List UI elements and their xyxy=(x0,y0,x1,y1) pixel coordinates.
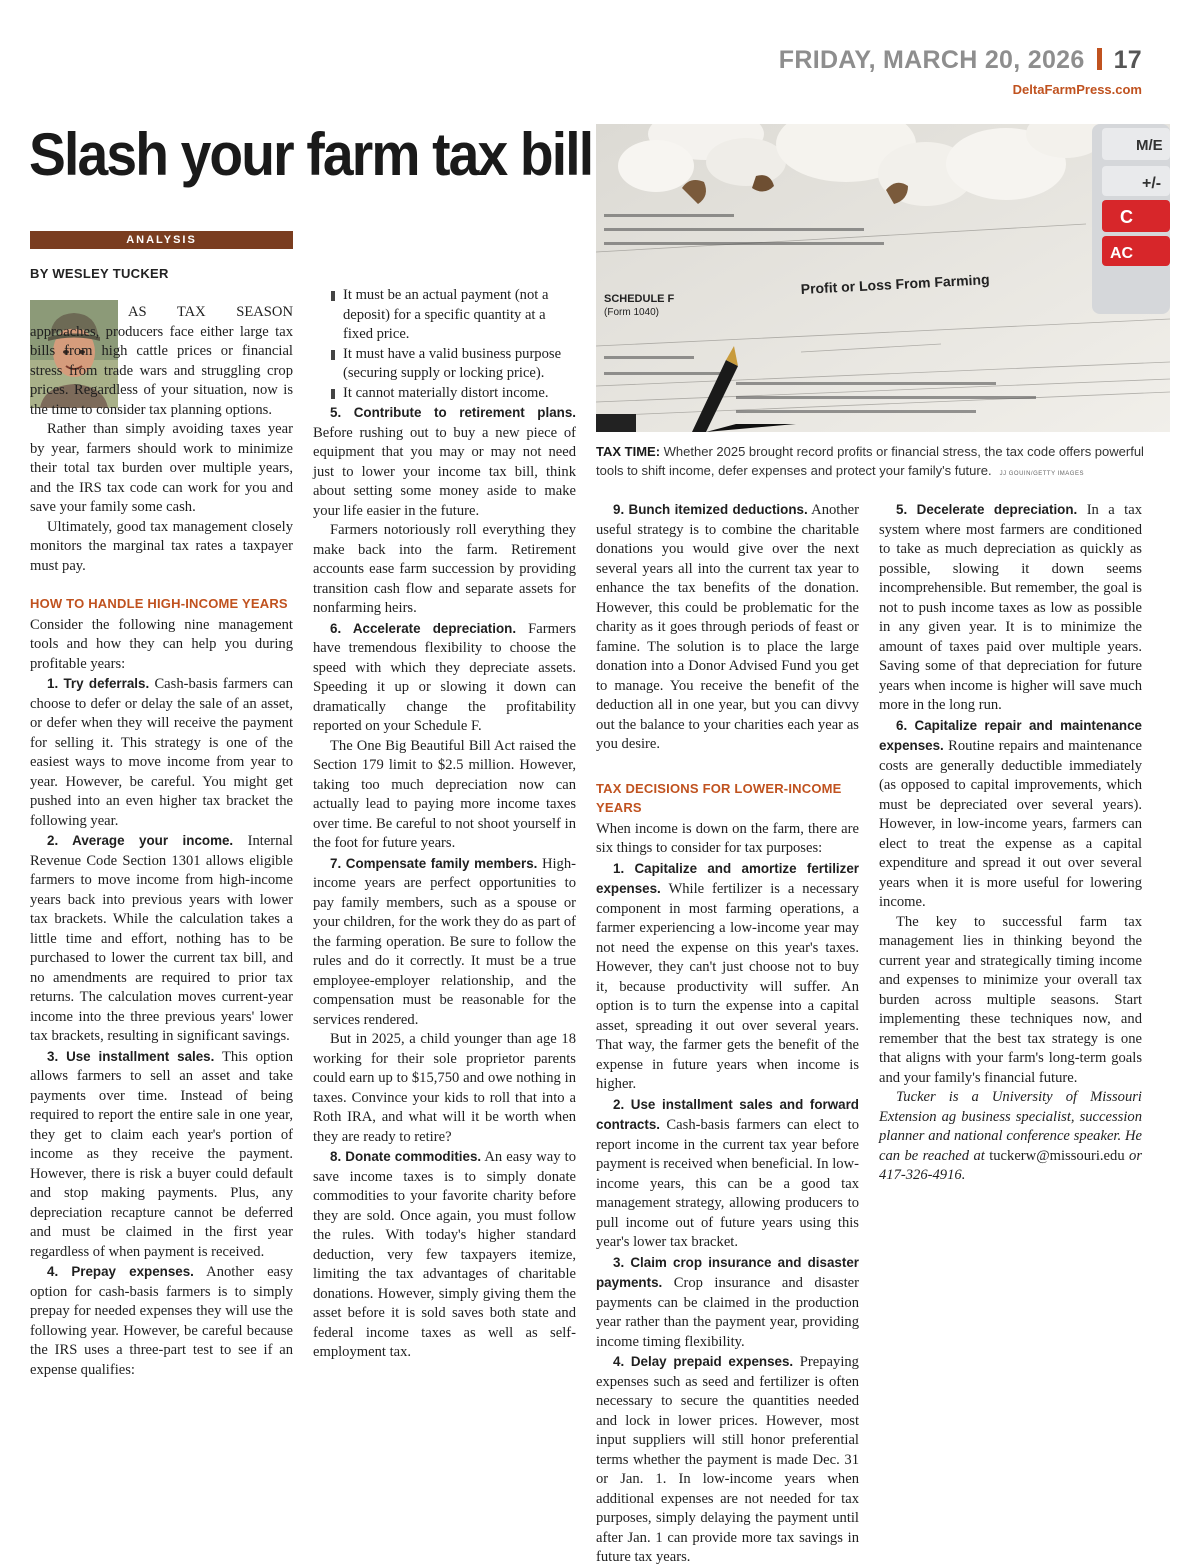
list-item xyxy=(30,1047,293,1263)
issue-date: FRIDAY, MARCH 20, 2026 xyxy=(778,46,1085,74)
bio-text: Tucker is a University of Missouri Extension ag business specialist, succession planner and national conference speaker. He can be reached at xyxy=(879,1089,1142,1164)
list-item xyxy=(30,1262,293,1380)
list-item xyxy=(596,1095,859,1253)
byline: BY WESLEY TUCKER xyxy=(30,266,169,281)
bio-phone: 417-326-4916. xyxy=(879,1167,966,1183)
form-title: Profit or Loss From Farming xyxy=(800,271,990,297)
list-item xyxy=(313,1147,576,1363)
item-text: Another easy option for cash-basis farmers is to simply prepay for needed expenses they will use the following year. However, be careful because the IRS uses a three-part test to see if an expense qualifies: xyxy=(30,1264,293,1378)
item-lead: 9. Bunch itemized deductions. xyxy=(613,502,808,517)
calc-key-ac: AC xyxy=(1110,245,1134,262)
list-item xyxy=(596,1352,859,1568)
list-item xyxy=(313,619,576,737)
list-item xyxy=(596,1253,859,1353)
calc-key-plusminus: +/- xyxy=(1142,175,1162,192)
calculator-icon xyxy=(1092,124,1170,314)
item-text: Farmers have tremendous flexibility to choose the speed with which they depreciate assets. Speeding it up or slowing it down can dramatically change the profitability reported on your Schedule F. xyxy=(313,620,576,734)
subhead-low-income: TAX DECISIONS FOR LOWER-INCOME YEARS xyxy=(596,780,842,815)
item-text: Another useful strategy is to combine the charitable donations you would give over the next several years all into the current tax year to enhance the tax benefits of the donation. However, this could be problematic for the charity as it goes through periods of feast or famine. The solution is to place the large donation into a Donor Advised Fund you get to manage. You receive the benefit of the deduction all in one year, but you can divvy out the balance to your charities each year as you desire. xyxy=(596,502,859,752)
item-lead: 6. Accelerate depreciation. xyxy=(330,620,517,636)
item-text: Internal Revenue Code Section 1301 allows eligible farmers to move income from high-income years back into previous years with lower tax brackets. While the calculation takes a little time and effort, nothing has to be purchased to lower the current tax bill, and no amendments are required to prior tax returns. The calculation moves current-year income into the three previous years' lower tax brackets, resulting in significant savings. xyxy=(30,833,293,1044)
item-lead: 1. Capitalize and amortize fertilizer expenses. xyxy=(596,860,859,896)
hero-photo xyxy=(596,124,1170,432)
list-item xyxy=(596,500,859,755)
item-text: Routine repairs and maintenance costs are generally deductible immediately (as opposed to capital improvements, which must be depreciated over several years). However, in low-income years, farmers can elect to treat the expense as a capital expenditure and spread it out over several years when it is more useful for lowering income. xyxy=(879,738,1142,910)
bullet-item: It must have a valid business purpose (securing supply or locking price). xyxy=(331,345,576,384)
calc-key-c: C xyxy=(1120,207,1133,227)
item-text: An easy way to save income taxes is to simply donate commodities to your favorite charity before they are sold. Once again, you must follow the rules. With today's higher standard deduction, very few taxpayers itemize, limiting the tax advantages of charitable donations. However, simply giving them the asset before it is sold saves both state and federal income taxes as well as self-employment tax. xyxy=(313,1149,576,1360)
divider-bar xyxy=(1097,48,1102,70)
item-text: Cash-basis farmers can choose to defer or delay the sale of an asset, or defer when they will receive the payment for selling it. This strategy is one of the easiest ways to move income from year to year. However, be careful. You might get pushed into an even higher tax bracket the following year. xyxy=(30,676,293,829)
bio-email[interactable]: tuckerw@missouri.edu xyxy=(989,1147,1125,1164)
item-lead: 6. Capitalize repair and maintenance expenses. xyxy=(879,717,1142,753)
paragraph: Consider the following nine management tools and how they can help you during profitable years: xyxy=(30,616,293,672)
site-link[interactable]: DeltaFarmPress.com xyxy=(1012,82,1142,97)
paragraph: The One Big Beautiful Bill Act raised the Section 179 limit to $2.5 million. However, taking too much depreciation now can actually lead to paying more income taxes over time. Be careful to not shoot yourself in the foot for future years. xyxy=(313,737,576,851)
paragraph: Ultimately, good tax management closely monitors the marginal tax rates a taxpayer must pay. xyxy=(30,518,293,574)
section-tag: ANALYSIS xyxy=(30,231,293,249)
photo-credit: JJ GOUIN/GETTY IMAGES xyxy=(999,471,1084,477)
item-lead: 3. Use installment sales. xyxy=(47,1048,215,1064)
paragraph: When income is down on the farm, there are six things to consider for tax purposes: xyxy=(596,820,859,856)
intro-text: AS TAX SEASON approaches, producers face either large tax bills from high cattle prices or financial stress from trade wars and struggling crop prices. Regardless of your situation, now is the time to consider tax planning options. xyxy=(30,304,293,418)
item-lead: 3. Claim crop insurance and disaster payments. xyxy=(596,1254,859,1290)
paragraph: But in 2025, a child younger than age 18 working for their sole proprietor parents could earn up to $15,750 and owe nothing in taxes. Convince your kids to roll that into a Roth IRA, and what will it be worth when they are ready to retire? xyxy=(313,1031,576,1145)
subhead-high-income: HOW TO HANDLE HIGH-INCOME YEARS xyxy=(30,596,288,611)
list-item xyxy=(879,716,1142,913)
headline: Slash your farm tax bill xyxy=(29,121,593,188)
item-lead: 4. Delay prepaid expenses. xyxy=(613,1354,794,1369)
item-lead: 7. Compensate family members. xyxy=(330,855,538,871)
item-lead: 2. Use installment sales and forward contracts. xyxy=(596,1096,859,1132)
item-text: While fertilizer is a necessary component in most farming operations, a farmer experiencing a low-income year may not need the expense on this year's taxes. However, they can't just choose not to buy it, because productivity will suffer. An option is to turn the expense into a capital asset, spreading it out over several years. That way, the farmer gets the benefit of the expense in future years when income is higher. xyxy=(596,881,859,1092)
author-bio xyxy=(879,1088,1142,1186)
column-3 xyxy=(596,500,859,1568)
list-item xyxy=(313,854,576,1031)
calc-key-me: M/E xyxy=(1136,137,1163,154)
paragraph: Farmers notoriously roll everything they make back into the farm. Retirement accounts ease farm succession by providing transition cash flow and separate assets for nonfarming heirs. xyxy=(313,522,576,616)
form-number: (Form 1040) xyxy=(604,307,660,318)
item-text: Before rushing out to buy a new piece of equipment that you may or may not need just to lower your income tax bill, think about setting some money aside to make your life easier in the future. xyxy=(313,424,576,519)
item-text: This option allows farmers to sell an asset and take payments over time. Instead of being required to report the entire sale in one year, they get to claim each year's portion of income as they receive the payment. However, there is risk a buyer could default and stop making payments. Plus, any depreciation recapture cannot be deferred and must be claimed in the first year regardless of when payment is received. xyxy=(30,1048,294,1260)
item-lead: 2. Average your income. xyxy=(47,833,234,848)
list-item xyxy=(30,831,293,1047)
list-item xyxy=(313,403,576,521)
item-text: In a tax system where most farmers are conditioned to take as much depreciation as quickly as possible, slowing it down seems incomprehensible. But remember, the goal is not to push income taxes as low as possible in any given year. It is to minimize the amount of taxes paid over multiple years. Saving some of that depreciation for future years when income is higher will save much more in the long run. xyxy=(879,502,1142,713)
list-item xyxy=(30,674,293,831)
bullet-list xyxy=(313,286,576,403)
list-item xyxy=(596,859,859,1095)
caption-lead: TAX TIME: xyxy=(596,444,661,459)
page-number: 17 xyxy=(1113,46,1142,74)
item-text: Prepaying expenses such as seed and fertilizer is often necessary to secure the quantities needed and lock in lower prices. However, most input suppliers will still honor preferential terms whether the payment is made Dec. 31 or Jan. 1. In low-income years when additional expenses are not needed for tax purposes, simply delaying the payment until after Jan. 1 can provide more tax savings in future tax years. xyxy=(596,1354,859,1565)
photo-caption xyxy=(596,442,1168,484)
item-text: Cash-basis farmers can elect to report income in the current tax year before payment is received when beneficial. In low-income years, this can be a good tax management strategy, allowing producers to pull income out of future years using this year's lower tax bracket. xyxy=(596,1117,859,1250)
paragraph: The key to successful farm tax management lies in thinking beyond the current year and strategically timing income and expenses to minimize your overall tax burden across multiple seasons. Start implementing these techniques now, and remember that the best tax strategy is one that aligns with your farm's long-term goals and your family's financial future. xyxy=(879,913,1142,1086)
folio xyxy=(779,46,1142,75)
paragraph: Rather than simply avoiding taxes year by year, farmers should work to minimize their total tax burden over multiple years, and the IRS tax code can work for you and save your family some cash. xyxy=(30,421,293,515)
list-item xyxy=(879,500,1142,716)
item-lead: 4. Prepay expenses. xyxy=(47,1264,194,1279)
bullet-item: It cannot materially distort income. xyxy=(331,384,576,404)
bio-or: or xyxy=(1129,1147,1142,1164)
form-schedule: SCHEDULE F xyxy=(604,293,675,305)
item-lead: 1. Try deferrals. xyxy=(47,676,150,691)
bullet-item: It must be an actual payment (not a deposit) for a specific quantity at a fixed price. xyxy=(331,286,576,345)
caption-text: Whether 2025 brought record profits or financial stress, the tax code offers powerful tools to shift income, defer expenses and protect your family's future. xyxy=(596,444,1144,478)
item-text: Crop insurance and disaster payments can be claimed in the production year rather than the payment year, providing income timing flexibility. xyxy=(596,1275,859,1350)
column-2 xyxy=(313,228,576,1363)
item-lead: 8. Donate commodities. xyxy=(330,1149,482,1164)
item-text: High-income years are perfect opportunities to pay family members, such as a spouse or your children, for the work they do as part of the farming operation. Be sure to follow the rules and do it correctly. It must be a true employee-employer relationship, and the compensation must be reasonable for the services rendered. xyxy=(313,855,576,1028)
column-4 xyxy=(879,500,1142,1186)
item-lead: 5. Decelerate depreciation. xyxy=(896,502,1078,517)
item-lead: 5. Contribute to retirement plans. xyxy=(330,405,576,420)
column-1 xyxy=(30,303,293,1380)
